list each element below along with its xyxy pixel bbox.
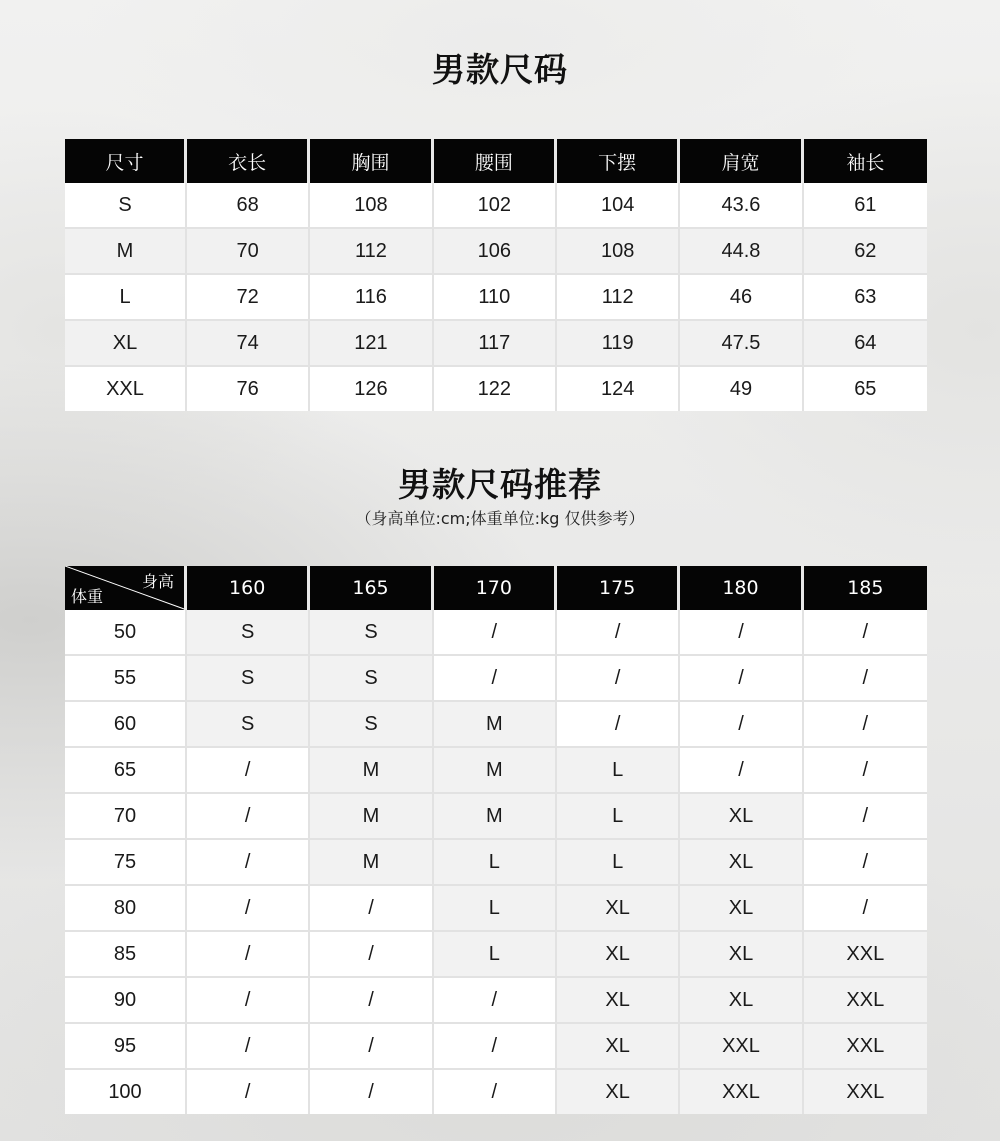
size-label-cell: XL — [65, 319, 187, 365]
recommended-size-cell: S — [310, 610, 433, 654]
recommended-size-cell: / — [187, 746, 310, 792]
measurement-cell: 121 — [310, 319, 433, 365]
recommended-size-cell: M — [434, 746, 557, 792]
recommendation-title: 男款尺码推荐 — [398, 465, 602, 504]
recommended-size-cell: / — [804, 746, 927, 792]
weight-cell: 90 — [65, 976, 187, 1022]
table-row — [65, 183, 927, 227]
height-header-cell: 180 — [680, 566, 803, 610]
weight-cell: 55 — [65, 654, 187, 700]
measurement-cell: 47.5 — [680, 319, 803, 365]
recommended-size-cell: / — [680, 654, 803, 700]
header-cell: 尺寸 — [65, 139, 187, 183]
recommended-size-cell: XL — [680, 838, 803, 884]
size-label-cell: S — [65, 183, 187, 227]
table-row — [65, 1022, 927, 1068]
header-cell: 袖长 — [804, 139, 927, 183]
measurement-cell: 110 — [434, 273, 557, 319]
recommended-size-cell: L — [557, 792, 680, 838]
height-axis-label: 身高 — [141, 572, 174, 591]
recommended-size-cell: M — [434, 700, 557, 746]
table-row — [65, 1068, 927, 1114]
weight-cell: 75 — [65, 838, 187, 884]
height-header-cell: 175 — [557, 566, 680, 610]
recommended-size-cell: / — [804, 610, 927, 654]
weight-axis-label: 体重 — [71, 587, 104, 606]
recommended-size-cell: L — [557, 746, 680, 792]
weight-cell: 70 — [65, 792, 187, 838]
recommendation-table — [65, 566, 927, 1114]
measurement-cell: 119 — [557, 319, 680, 365]
measurement-cell: 70 — [187, 227, 310, 273]
recommended-size-cell: / — [187, 838, 310, 884]
recommended-size-cell: / — [187, 1068, 310, 1114]
recommendation-subtitle: （身高单位:cm;体重单位:kg 仅供参考） — [355, 509, 645, 528]
height-header-cell: 165 — [310, 566, 433, 610]
recommended-size-cell: / — [434, 1068, 557, 1114]
recommended-size-cell: XL — [557, 1068, 680, 1114]
height-header-cell: 160 — [187, 566, 310, 610]
table-row — [65, 746, 927, 792]
measurement-cell: 112 — [310, 227, 433, 273]
measurement-cell: 74 — [187, 319, 310, 365]
recommended-size-cell: / — [680, 610, 803, 654]
recommended-size-cell: / — [434, 610, 557, 654]
size-label-cell: XXL — [65, 365, 187, 411]
measurement-cell: 61 — [804, 183, 927, 227]
table-row — [65, 700, 927, 746]
measurement-cell: 117 — [434, 319, 557, 365]
recommended-size-cell: / — [310, 884, 433, 930]
recommended-size-cell: S — [187, 700, 310, 746]
recommended-size-cell: S — [187, 654, 310, 700]
header-cell: 衣长 — [187, 139, 310, 183]
recommended-size-cell: / — [804, 838, 927, 884]
size-chart-title: 男款尺码 — [432, 50, 568, 89]
recommended-size-cell: / — [310, 1022, 433, 1068]
measurement-cell: 65 — [804, 365, 927, 411]
recommended-size-cell: XL — [680, 976, 803, 1022]
table-row — [65, 838, 927, 884]
measurement-cell: 63 — [804, 273, 927, 319]
recommended-size-cell: / — [310, 976, 433, 1022]
recommended-size-cell: / — [804, 700, 927, 746]
size-chart-table — [65, 139, 927, 411]
measurement-cell: 102 — [434, 183, 557, 227]
table-row — [65, 976, 927, 1022]
recommended-size-cell: / — [310, 930, 433, 976]
corner-header-cell — [65, 566, 187, 610]
weight-cell: 60 — [65, 700, 187, 746]
recommended-size-cell: / — [434, 654, 557, 700]
recommended-size-cell: / — [804, 654, 927, 700]
table-row — [65, 365, 927, 411]
table-row — [65, 654, 927, 700]
recommended-size-cell: / — [187, 884, 310, 930]
weight-cell: 65 — [65, 746, 187, 792]
recommended-size-cell: XL — [680, 884, 803, 930]
measurement-cell: 44.8 — [680, 227, 803, 273]
recommended-size-cell: L — [434, 838, 557, 884]
recommended-size-cell: / — [187, 976, 310, 1022]
recommended-size-cell: L — [434, 930, 557, 976]
size-chart-header-row — [65, 139, 927, 183]
recommended-size-cell: / — [187, 1022, 310, 1068]
recommended-size-cell: S — [310, 654, 433, 700]
recommended-size-cell: / — [557, 610, 680, 654]
table-row — [65, 884, 927, 930]
recommended-size-cell: / — [187, 792, 310, 838]
recommended-size-cell: L — [434, 884, 557, 930]
recommended-size-cell: M — [310, 838, 433, 884]
measurement-cell: 46 — [680, 273, 803, 319]
recommended-size-cell: XL — [557, 884, 680, 930]
recommended-size-cell: XL — [557, 1022, 680, 1068]
recommended-size-cell: / — [804, 884, 927, 930]
recommended-size-cell: XL — [680, 930, 803, 976]
measurement-cell: 62 — [804, 227, 927, 273]
recommended-size-cell: M — [310, 792, 433, 838]
height-header-cell: 185 — [804, 566, 927, 610]
measurement-cell: 72 — [187, 273, 310, 319]
recommended-size-cell: / — [804, 792, 927, 838]
weight-cell: 85 — [65, 930, 187, 976]
weight-cell: 80 — [65, 884, 187, 930]
header-cell: 下摆 — [557, 139, 680, 183]
recommended-size-cell: / — [187, 930, 310, 976]
recommended-size-cell: / — [680, 700, 803, 746]
weight-cell: 100 — [65, 1068, 187, 1114]
recommended-size-cell: XXL — [680, 1022, 803, 1068]
recommended-size-cell: XL — [557, 976, 680, 1022]
header-cell: 肩宽 — [680, 139, 803, 183]
measurement-cell: 106 — [434, 227, 557, 273]
measurement-cell: 68 — [187, 183, 310, 227]
table-row — [65, 319, 927, 365]
measurement-cell: 112 — [557, 273, 680, 319]
height-header-cell: 170 — [434, 566, 557, 610]
measurement-cell: 126 — [310, 365, 433, 411]
measurement-cell: 64 — [804, 319, 927, 365]
table-row — [65, 227, 927, 273]
weight-cell: 95 — [65, 1022, 187, 1068]
header-cell: 胸围 — [310, 139, 433, 183]
recommended-size-cell: XXL — [680, 1068, 803, 1114]
recommended-size-cell: / — [310, 1068, 433, 1114]
recommended-size-cell: XL — [680, 792, 803, 838]
measurement-cell: 49 — [680, 365, 803, 411]
table-row — [65, 610, 927, 654]
table-row — [65, 273, 927, 319]
recommended-size-cell: XXL — [804, 1068, 927, 1114]
recommended-size-cell: M — [434, 792, 557, 838]
measurement-cell: 104 — [557, 183, 680, 227]
recommended-size-cell: / — [434, 976, 557, 1022]
measurement-cell: 108 — [310, 183, 433, 227]
size-label-cell: M — [65, 227, 187, 273]
measurement-cell: 43.6 — [680, 183, 803, 227]
header-cell: 腰围 — [434, 139, 557, 183]
recommended-size-cell: XXL — [804, 930, 927, 976]
recommended-size-cell: M — [310, 746, 433, 792]
recommended-size-cell: / — [680, 746, 803, 792]
recommended-size-cell: XXL — [804, 1022, 927, 1068]
recommended-size-cell: XXL — [804, 976, 927, 1022]
measurement-cell: 108 — [557, 227, 680, 273]
recommended-size-cell: / — [557, 654, 680, 700]
recommended-size-cell: L — [557, 838, 680, 884]
measurement-cell: 124 — [557, 365, 680, 411]
measurement-cell: 116 — [310, 273, 433, 319]
size-label-cell: L — [65, 273, 187, 319]
table-row — [65, 930, 927, 976]
measurement-cell: 122 — [434, 365, 557, 411]
weight-cell: 50 — [65, 610, 187, 654]
recommended-size-cell: S — [187, 610, 310, 654]
recommended-size-cell: / — [434, 1022, 557, 1068]
recommendation-header-row — [65, 566, 927, 610]
recommended-size-cell: / — [557, 700, 680, 746]
measurement-cell: 76 — [187, 365, 310, 411]
recommended-size-cell: XL — [557, 930, 680, 976]
table-row — [65, 792, 927, 838]
recommended-size-cell: S — [310, 700, 433, 746]
